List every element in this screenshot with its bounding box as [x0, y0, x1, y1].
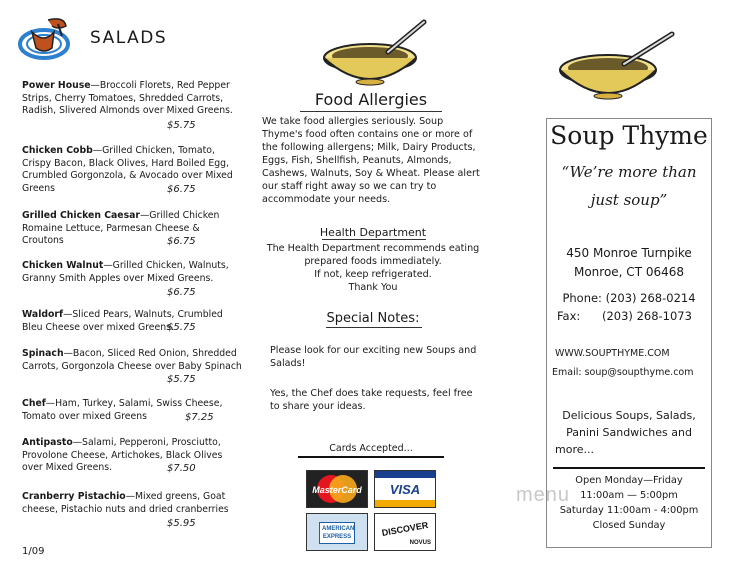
amex-label: AMERICAN EXPRESS [319, 522, 355, 544]
menu-item [22, 145, 242, 195]
allergies-text: We take food allergies seriously. Soup Thyme's food often contains one or more of the following allergens; Milk, Dairy Products, Eggs, Fish, Shellfish, Peanuts, Almonds, Cashews, Walnuts, Soy & Wheat. Please alert our staff right away so we can try to accommodate your needs. [262, 116, 480, 205]
item-desc: —Salami, Pepperoni, Prosciutto, Provolone Cheese, Artichokes, Black Olives over Mixed Greens. [22, 437, 223, 473]
health-line: Thank You [348, 282, 398, 293]
item-price: $5.75 [167, 120, 196, 131]
special-notes-title: Special Notes: [326, 311, 420, 326]
item-desc: —Broccoli Florets, Red Pepper Strips, Cherry Tomatoes, Shredded Carrots, Radish, Slivered Almonds over Mixed Greens. [22, 80, 233, 116]
item-name: Spinach [22, 348, 64, 359]
website-link[interactable]: WWW.SOUPTHYME.COM [555, 348, 670, 359]
offer-line-2: Panini Sandwiches and [566, 426, 692, 439]
item-price: $6.75 [167, 287, 196, 298]
item-desc: —Bacon, Sliced Red Onion, Shredded Carrots, Gorgonzola Cheese over Baby Spinach [22, 348, 242, 372]
fax: (203) 268-1073 [602, 309, 692, 323]
amex-logo [306, 513, 368, 551]
visa-label: VISA [389, 482, 421, 497]
email-link[interactable]: Email: soup@soupthyme.com [552, 367, 694, 378]
watermark-text: menu [516, 484, 571, 506]
slogan-line-2: just soup” [590, 191, 668, 209]
health-dept-text [262, 242, 484, 294]
item-name: Grilled Chicken Caesar [22, 210, 140, 221]
salad-logo-icon [18, 14, 74, 62]
item-price: $7.50 [167, 463, 196, 474]
hours-box [553, 467, 705, 545]
item-name: Power House [22, 80, 91, 91]
menu-item [22, 80, 242, 118]
cards-title: Cards Accepted... [329, 443, 413, 454]
item-desc: —Grilled Chicken Romaine Lettuce, Parmesan Cheese & Croutons [22, 210, 220, 246]
health-line: The Health Department recommends eating [266, 243, 480, 254]
soup-bowl-icon [550, 26, 680, 106]
notes-para-1: Please look for our exciting new Soups and Salads! [270, 345, 477, 369]
contact-panel [546, 118, 712, 548]
hours-line-3: Saturday 11:00am - 4:00pm [559, 505, 699, 516]
health-line: If not, keep refrigerated. [314, 269, 432, 280]
mastercard-logo [306, 470, 368, 508]
slogan-line-1: “We’re more than [561, 163, 697, 181]
item-name: Antipasto [22, 437, 73, 448]
visa-logo [374, 470, 436, 508]
phone[interactable]: Phone: (203) 268-0214 [562, 291, 696, 305]
title-underline [322, 239, 426, 240]
item-price: $7.25 [185, 412, 214, 423]
salads-title: SALADS [90, 28, 168, 48]
item-price: $6.75 [167, 184, 196, 195]
hours-line-4: Closed Sunday [592, 520, 666, 531]
offer-line-1: Delicious Soups, Salads, [562, 409, 696, 422]
item-desc: —Grilled Chicken, Walnuts, Granny Smith Apples over Mixed Greens. [22, 260, 229, 284]
hours-line-2: 11:00am — 5:00pm [580, 490, 678, 501]
health-line: prepared foods immediately. [304, 256, 442, 267]
offer-line-3: more... [555, 443, 594, 456]
item-desc: —Grilled Chicken, Tomato, Crispy Bacon, Black Olives, Hard Boiled Egg, Crumbled Gorgonzola, & Avocado over Mixed Greens [22, 145, 233, 194]
item-desc: —Ham, Turkey, Salami, Swiss Cheese, Tomato over mixed Greens [22, 398, 223, 422]
title-underline [300, 111, 442, 112]
item-name: Chef [22, 398, 46, 409]
food-allergies-title: Food Allergies [314, 90, 428, 109]
item-desc: —Mixed greens, Goat cheese, Pistachio nuts and dried cranberries [22, 491, 229, 515]
address-line-1: 450 Monroe Turnpike [566, 246, 692, 260]
novus-label: NOVUS [409, 540, 431, 546]
soup-bowl-icon [312, 8, 432, 88]
item-name: Chicken Walnut [22, 260, 104, 271]
item-price: $5.75 [167, 374, 196, 385]
menu-item [22, 348, 242, 373]
mastercard-label: MasterCard [312, 485, 362, 495]
item-price: $6.75 [167, 236, 196, 247]
item-price: $5.75 [167, 322, 196, 333]
item-name: Chicken Cobb [22, 145, 93, 156]
page-number: 1/09 [22, 546, 45, 557]
title-underline [326, 327, 422, 328]
item-price: $5.95 [167, 518, 196, 529]
menu-item [22, 260, 242, 285]
health-dept-title: Health Department [319, 226, 427, 239]
discover-logo [374, 513, 436, 551]
item-desc: —Sliced Pears, Walnuts, Crumbled Bleu Cheese over mixed Greens. [22, 309, 223, 333]
fax-label: Fax: [557, 309, 581, 323]
menu-item [22, 437, 242, 475]
address-line-2: Monroe, CT 06468 [573, 265, 685, 279]
cards-panel [298, 456, 444, 552]
hours-line-1: Open Monday—Friday [575, 475, 683, 486]
item-name: Cranberry Pistachio [22, 491, 126, 502]
menu-item [22, 309, 242, 334]
menu-item [22, 210, 242, 248]
brand-name: Soup Thyme [550, 121, 708, 150]
item-name: Waldorf [22, 309, 64, 320]
menu-item [22, 491, 242, 516]
notes-para-2: Yes, the Chef does take requests, feel free to share your ideas. [270, 388, 473, 412]
discover-label: DISCOVER [380, 519, 430, 539]
